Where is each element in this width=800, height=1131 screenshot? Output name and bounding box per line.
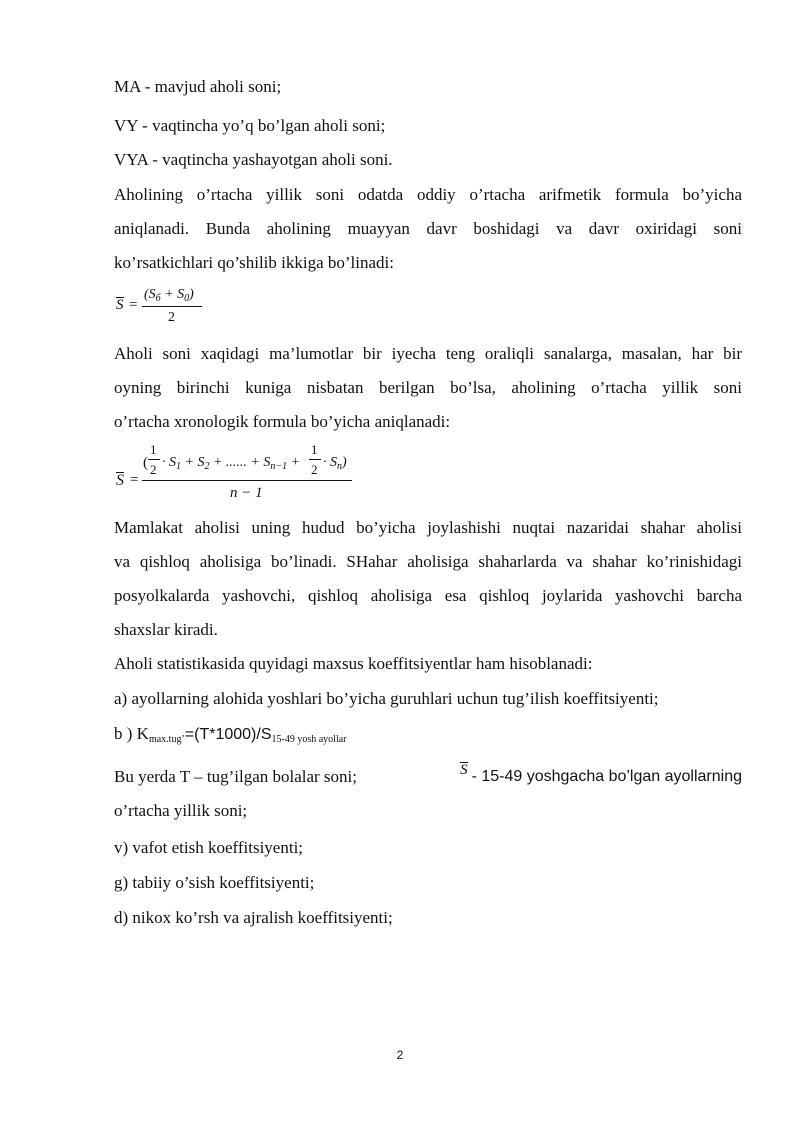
paragraph-1-line-3: ko’rsatkichlari qo’shilib ikkiga bo’linadi: (114, 253, 394, 272)
paragraph-2-line-1: Aholi soni xaqidagi ma’lumotlar bir iyecha teng oraliqli sanalarga, masalan, har bir (114, 344, 742, 363)
paragraph-5-text-b: - 15-49 yoshgacha bo’lgan ayollarning (471, 768, 742, 785)
paragraph-5-text-a: Bu yerda T – tug’ilgan bolalar soni; (114, 767, 357, 786)
paragraph-5-line-2: o’rtacha yillik soni; (114, 801, 248, 820)
paragraph-1-line-1: Aholining o’rtacha yillik soni odatda oddiy o’rtacha arifmetik formula bo’yicha (114, 185, 742, 204)
list-item-a: a) ayollarning alohida yoshlari bo’yicha guruhlari uchun tug’ilish koeffitsiyenti; (114, 689, 659, 708)
formula2-eq: = (130, 472, 139, 488)
paragraph-3-line-3: posyolkalarda yashovchi, qishloq aholisiga esa qishloq joylarida yashovchi barcha (114, 586, 742, 605)
formula2-half2-num: 1 (311, 442, 318, 457)
paragraph-2-line-3: o’rtacha xronologik formula bo’yicha aniqlanadi: (114, 412, 451, 431)
line-ma: MA - mavjud aholi soni; (114, 77, 282, 96)
paragraph-5-line-1 (114, 762, 742, 787)
formula2-half2-bar (309, 459, 321, 460)
formula1-numerator: $(S_б + S_0)$ (144, 287, 194, 304)
formula2-half2-den: 2 (311, 462, 318, 477)
line-vya: VYA - vaqtincha yashayotgan aholi soni. (114, 150, 393, 169)
formula2-denominator: n − 1 (230, 485, 263, 501)
line-vy: VY - vaqtincha yo’q bo’lgan aholi soni; (114, 116, 386, 135)
formula2-half-den: 2 (150, 462, 157, 477)
formula2-open: ( (143, 455, 148, 471)
paragraph-3-line-4: shaxslar kiradi. (114, 620, 218, 639)
paragraph-5-right (460, 762, 742, 787)
formula1-lhs: S (116, 297, 124, 313)
list-item-v: v) vafot etish koeffitsiyenti; (114, 838, 304, 857)
paragraph-3-line-1: Mamlakat aholisi uning hudud bo’yicha joylashishi nuqtai nazaridai shahar aholisi (114, 518, 742, 537)
paragraph-3-line-2: va qishloq aholisiga bo’linadi. SHahar aholisiga shaharlarda va shahar ko’rinishidagi (114, 552, 742, 571)
paragraph-5-symbol: S (460, 762, 468, 782)
list-item-d: d) nikox ko’rsh va ajralish koeffitsiyenti; (114, 908, 393, 927)
list-item-b: b ) $K_{max.tug’}=(T*1000)/S_{15-49 yosh ayollar}$ (114, 724, 347, 745)
paragraph-2-line-2: oyning birinchi kuniga nisbatan berilgan bo’lsa, aholining o’rtacha yillik soni (114, 378, 742, 397)
formula2-terms: · $S_1 + S_2$ + ...... + $S_{n-1}$ + (162, 455, 301, 472)
formula2-last-term: · $S_n$) (323, 455, 347, 472)
formula2-half-num: 1 (150, 442, 157, 457)
page-number: 2 (396, 1048, 404, 1062)
paragraph-1-line-2: aniqlanadi. Bunda aholining muayyan davr boshidagi va davr oxiridagi soni (114, 219, 742, 238)
formula1-fraction-bar (142, 306, 202, 307)
formula2-lhs: S (116, 472, 124, 489)
formula2-half-bar (148, 459, 160, 460)
formula2-fraction-bar (142, 480, 352, 481)
list-item-g: g) tabiiy o’sish koeffitsiyenti; (114, 873, 315, 892)
formula1-eq: = (129, 297, 138, 313)
paragraph-4: Aholi statistikasida quyidagi maxsus koeffitsiyentlar ham hisoblanadi: (114, 654, 593, 673)
formula1-denominator: 2 (168, 310, 175, 325)
